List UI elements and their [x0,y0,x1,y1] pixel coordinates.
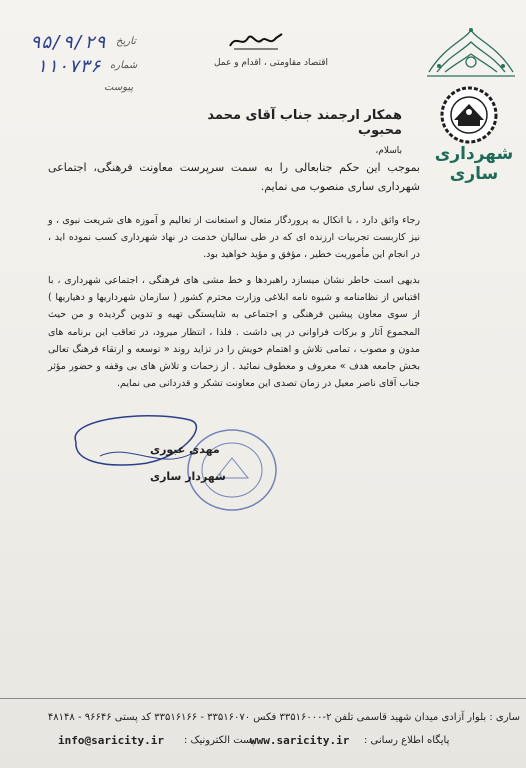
footer-divider [0,698,526,699]
municipality-name: شهرداری ساری [434,144,514,184]
footer-contact [6,733,520,751]
letter-metadata [28,28,138,98]
footer-address: ساری : بلوار آزادی میدان شهید قاسمی تلفن ۲-۳۳۵۱۶۰۰۰ فکس ۳۳۵۱۶۰۷۰ - ۳۳۵۱۶۱۶۶ کد پستی ۹۶۶۴۶ - ۴۸۱۴۸ [47,712,520,723]
signature-and-seal [60,412,280,522]
signer-name: مهدی عبوری [150,443,220,456]
number-value: ۱۱۰۷۳۶ [36,56,102,77]
paragraph-directives: بدیهی است خاطر نشان میسازد راهبردها و خط مشی های فرهنگی ، اجتماعی شهرداری ، با اقتباس از نظامنامه و شیوه نامه ابلاغی وزارت محترم کشور ( سازمان شهرداریها و دهیاریها ) از سوی معاون پیشین فرهنگی و اجتماعی به شایستگی تهیه و تدوین گردیده و من حیث المجموع آثار و برکات فراوانی در پی داشت . فلذا ، انتظار میرود، در تعاقب این برنامه های مدون و مصوب ، تمامی تلاش و اهتمام خویش را در تزاید روند « توسعه و ارتقاء فرهنگ تعالی بخش جامعه هدف » معروف و معطوف نمائید . از زحمات و تلاش های بی وقفه و حضور مؤثر جناب آقای ناصر معیل در زمان تصدی این معاونت تشکر و قدردانی می نمایم. [48,275,420,390]
salutation: باسلام، [375,146,402,156]
attachment-label: پیوست [104,82,134,93]
paragraph-wishes: رجاء واثق دارد ، با اتکال به پروردگار متعال و استعانت از تعالیم و آموزه های شریعت نبوی ، و نیز کاربست تجربیات ارزنده ای که در طی سالیان خدمت در نهاد شهرداری کسب نموده اید ، در انجام این مأموریت خطیر ، مؤفق و مؤید خواهید بود. [48,215,420,261]
basmala-calligraphy [226,30,286,52]
email-label: پست الکترونیک : [184,735,255,746]
paragraph-appointment: بموجب این حکم جنابعالی را به سمت سرپرست معاونت فرهنگی، اجتماعی شهرداری ساری منصوب می نمایم. [48,161,420,193]
website-link[interactable]: www.saricity.ir [250,734,350,747]
motto: اقتصاد مقاومتی ، اقدام و عمل [213,58,329,68]
email-link[interactable]: info@saricity.ir [58,734,164,747]
signer-title: شهردار ساری [150,470,226,483]
date-label: تاریخ [116,36,136,47]
number-label: شماره [110,60,138,71]
municipality-logo [438,84,500,146]
floral-ornament [425,26,517,82]
letter-heading: همکار ارجمند جناب آقای محمد محبوب [207,108,402,138]
portal-label: پایگاه اطلاع رسانی : [364,735,450,746]
date-value: ۹۵/۹/۲۹ [30,32,106,53]
